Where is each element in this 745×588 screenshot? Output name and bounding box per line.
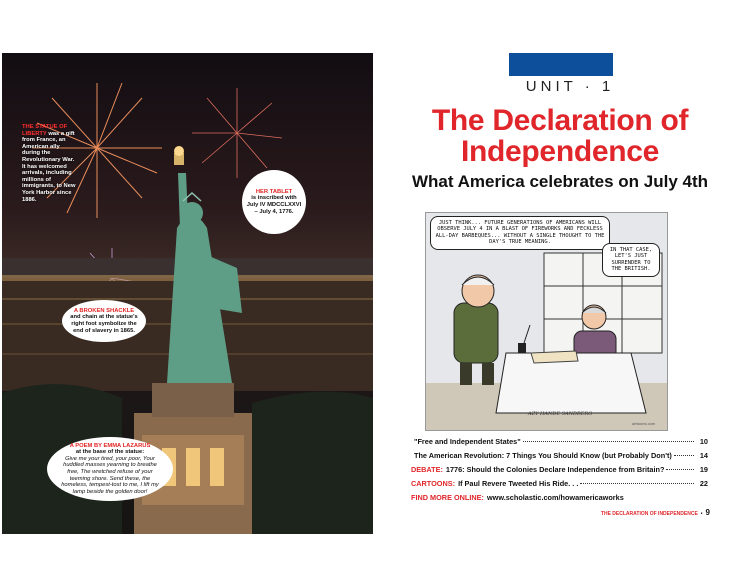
speech-bubble-seated: IN THAT CASE, LET'S JUST SURRENDER TO THE BRITISH. [602,243,660,277]
toc-leader-dots [523,441,694,442]
find-more-online [411,493,708,502]
caption-bubble-shackle [62,300,146,342]
caption-liberty-body: was a gift from France, an American ally during the Revolutionary War. It has welcomed arrivals, including millions of immigrants, to New York Harbor since 1886. [22,130,76,203]
caption-tablet-body: is inscribed with July IV MDCCLXXVI – July 4, 1776. [246,195,302,215]
unit-label: UNIT · 1 [525,78,615,95]
cartoon-credit: arttoons.com [632,421,656,426]
toc-item-title: "Free and Independent States" [414,437,521,446]
footer-section-title: THE DECLARATION OF INDEPENDENCE [600,511,698,517]
toc-item-lead: CARTOONS: [411,479,456,488]
toc-item-lead: DEBATE: [411,465,443,474]
toc-item[interactable] [411,437,708,451]
page-subtitle: What America celebrates on July 4th [411,172,709,191]
page-title: The Declaration of Independence [431,104,689,168]
caption-statue-of-liberty [22,124,78,203]
toc-leader-dots [674,455,694,456]
cartoonist-signature: AZY HANDE SANDBERG [528,411,593,417]
caption-bubble-tablet [242,170,306,234]
toc-item[interactable] [411,451,708,465]
caption-poem-lead: A POEM BY EMMA LAZARUS [69,442,151,449]
toc-item[interactable] [411,479,708,493]
table-of-contents [411,437,708,502]
toc-item-page: 14 [699,451,708,460]
caption-poem-intro: at the base of the statue: [75,449,145,456]
toc-item-page: 19 [699,465,708,474]
caption-poem-quote: Give me your tired, your poor, Your huddled masses yearning to breathe free, The wretched refuse of your teeming shore. Send these, the homeless, tempest-tost to me, I lift my lamp beside the golden door! [61,455,159,495]
caption-shackle-body: and chain at the statue's right foot symbolize the end of slavery in 1865. [70,314,138,334]
caption-liberty-lead: THE STATUE OF LIBERTY [22,124,68,137]
toc-leader-dots [666,469,694,470]
speech-bubble-standing: JUST THINK... FUTURE GENERATIONS OF AMERICANS WILL OBSERVE JULY 4 IN A BLAST OF FIREWORKS AND FECKLESS ALL-DAY BARBEQUES... WITHOUT A SINGLE THOUGHT TO THE DAY'S TRUE MEANING. [430,216,610,250]
toc-item[interactable] [411,465,708,479]
cartoon-figure-standing [454,275,498,385]
toc-item-page: 10 [699,437,708,446]
footer-bullet: • [700,511,703,517]
footer-page-number: 9 [705,508,710,517]
editorial-cartoon [425,212,668,431]
toc-item-title: The American Revolution: 7 Things You Should Know (but Probably Don't) [414,451,672,460]
caption-tablet-lead: HER TABLET [255,188,293,195]
find-more-online-label: FIND MORE ONLINE: [411,493,484,502]
toc-item-page: 22 [699,479,708,488]
unit-color-bar [509,53,613,76]
toc-item-title: If Paul Revere Tweeted His Ride. . . [458,479,579,488]
page-footer [560,508,710,517]
toc-leader-dots [580,483,694,484]
toc-item-title: 1776: Should the Colonies Declare Independence from Britain? [445,465,665,474]
caption-bubble-poem [47,437,173,501]
caption-shackle-lead: A BROKEN SHACKLE [73,307,135,314]
find-more-online-link[interactable]: www.scholastic.com/howamericaworks [486,493,624,502]
